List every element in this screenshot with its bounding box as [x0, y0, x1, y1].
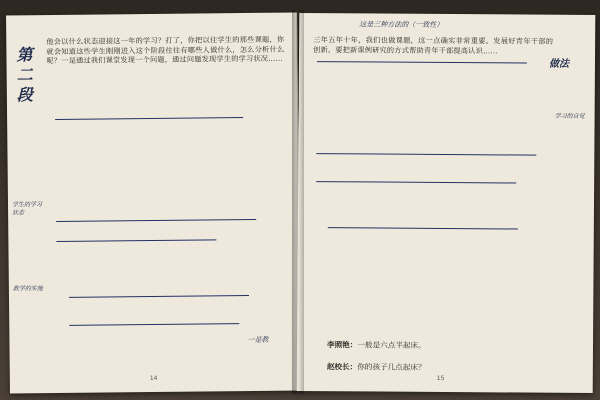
- dialogue-line: [327, 361, 426, 373]
- speaker-name: 李照艳：: [326, 340, 358, 350]
- dialogue-line: [327, 339, 426, 351]
- left-page-body-text: [46, 35, 287, 347]
- side-note-handwriting: 学习的自觉: [554, 112, 585, 120]
- right-page-body-text: [311, 35, 554, 350]
- right-page: [297, 13, 596, 393]
- speaker-name: 赵校长：: [326, 362, 358, 372]
- right-paragraph: 三年五年十年，我们也做课题，这一点确实非常重要。发展好青年干部的创新，要把新课例研究的方式帮助青年干部提高认识……: [313, 35, 554, 55]
- page-number: 15: [436, 374, 445, 382]
- margin-title-handwriting: 第二段: [16, 45, 35, 105]
- margin-note-handwriting: 教学的实施: [12, 285, 43, 293]
- left-page: [6, 12, 301, 393]
- speaker-text: 你的孩子几点起床？: [357, 362, 426, 372]
- top-note-handwriting: 这是三种方法的（一致性）: [359, 20, 444, 29]
- speaker-text: 一般是六点半起床。: [357, 340, 426, 350]
- margin-note-handwriting: 学生的学习状态: [11, 201, 43, 217]
- corner-note-handwriting: 做法: [548, 58, 570, 70]
- page-number: 14: [149, 374, 158, 383]
- left-paragraph: 他会以什么状态迎接这一年的学习？打了，你把以往学生的那些课题，你就会知道这些学生刚刚进入这个阶段往往有哪些人做什么，怎么分析什么呢？一是通过我们课堂发现一个问题，通过问题发现学生的学习状况……: [46, 34, 285, 66]
- margin-note-handwriting: 一是教: [247, 335, 269, 345]
- book-spine: [292, 10, 304, 394]
